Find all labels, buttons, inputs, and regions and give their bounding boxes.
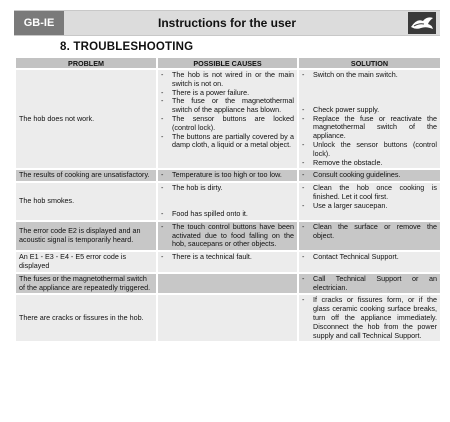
problem-cell: The hob does not work.: [15, 69, 157, 169]
solution-item: - Clean the hob once cooking is finished. Let it cool first.: [302, 184, 437, 202]
causes-cell: [157, 69, 298, 169]
causes-list: [161, 71, 294, 150]
cause-item: - The sensor buttons are locked (control lock).: [161, 115, 294, 133]
brand-logo-icon: [408, 12, 436, 34]
table-row: [15, 221, 441, 251]
solutions-list: [302, 171, 437, 180]
table-row: [15, 251, 441, 273]
solution-item: - Call Technical Support or an electrician.: [302, 275, 437, 293]
cause-item: - The buttons are partially covered by a damp cloth, a liquid or a metal object.: [161, 133, 294, 151]
problem-cell: The results of cooking are unsatisfactory.: [15, 169, 157, 182]
causes-cell: [157, 182, 298, 221]
page-header: [14, 10, 440, 36]
cause-item: - Food has spilled onto it.: [161, 210, 294, 219]
cause-item: - The hob is not wired in or the main switch is not on.: [161, 71, 294, 89]
solution-cell: [298, 294, 441, 342]
solutions-list: [302, 275, 437, 293]
section-title: 8. TROUBLESHOOTING: [60, 41, 194, 53]
causes-cell: [157, 221, 298, 251]
causes-list: [161, 253, 294, 262]
cause-item: - The hob is dirty.: [161, 184, 294, 193]
cause-item: - There is a technical fault.: [161, 253, 294, 262]
solution-item: - Consult cooking guidelines.: [302, 171, 437, 180]
table-header-row: [15, 58, 441, 69]
solution-cell: [298, 273, 441, 295]
solution-cell: [298, 221, 441, 251]
table-row: [15, 182, 441, 221]
causes-list: [161, 171, 294, 180]
column-header-causes: POSSIBLE CAUSES: [157, 58, 298, 69]
cause-item: - Temperature is too high or too low.: [161, 171, 294, 180]
problem-cell: An E1 - E3 - E4 - E5 error code is displayed: [15, 251, 157, 273]
causes-cell: [157, 169, 298, 182]
solution-cell: [298, 69, 441, 169]
table-row: [15, 294, 441, 342]
solutions-list: [302, 253, 437, 262]
causes-cell: [157, 251, 298, 273]
solution-cell: [298, 169, 441, 182]
problem-cell: The fuses or the magnetothermal switch of the appliance are repeatedly triggered.: [15, 273, 157, 295]
cause-item: - The touch control buttons have been activated due to food falling on the hob, saucepans or other objects.: [161, 223, 294, 249]
causes-list: [161, 223, 294, 249]
document-title: Instructions for the user: [157, 16, 297, 30]
troubleshooting-table: [14, 58, 442, 343]
problem-cell: There are cracks or fissures in the hob.: [15, 294, 157, 342]
problem-cell: The error code E2 is displayed and an acoustic signal is temporarily heard.: [15, 221, 157, 251]
causes-cell: [157, 273, 298, 295]
solution-item: - Use a larger saucepan.: [302, 202, 437, 211]
table-row: [15, 169, 441, 182]
causes-list: [161, 184, 294, 219]
table-row: [15, 69, 441, 169]
solution-item: - If cracks or fissures form, or if the glass ceramic cooking surface breaks, turn off the appliance immediately. Disconnect the hob from the power supply and call Technical Support.: [302, 296, 437, 340]
solutions-list: [302, 296, 437, 340]
causes-cell: [157, 294, 298, 342]
column-header-solution: SOLUTION: [298, 58, 441, 69]
solution-item: - Contact Technical Support.: [302, 253, 437, 262]
problem-cell: The hob smokes.: [15, 182, 157, 221]
solution-item: - Replace the fuse or reactivate the magnetothermal switch of the appliance.: [302, 115, 437, 141]
language-badge: GB-IE: [14, 11, 64, 35]
table-row: [15, 273, 441, 295]
solution-item: - Check power supply.: [302, 106, 437, 115]
solution-item: - Clean the surface or remove the object.: [302, 223, 437, 241]
solutions-list: [302, 71, 437, 167]
cause-item: - There is a power failure.: [161, 89, 294, 98]
solution-item: - Switch on the main switch.: [302, 71, 437, 80]
solutions-list: [302, 223, 437, 241]
solution-item: - Remove the obstacle.: [302, 159, 437, 168]
solution-cell: [298, 182, 441, 221]
column-header-problem: PROBLEM: [15, 58, 157, 69]
solution-cell: [298, 251, 441, 273]
solution-item: - Unlock the sensor buttons (control lock).: [302, 141, 437, 159]
cause-item: - The fuse or the magnetothermal switch of the appliance has blown.: [161, 97, 294, 115]
solutions-list: [302, 184, 437, 210]
